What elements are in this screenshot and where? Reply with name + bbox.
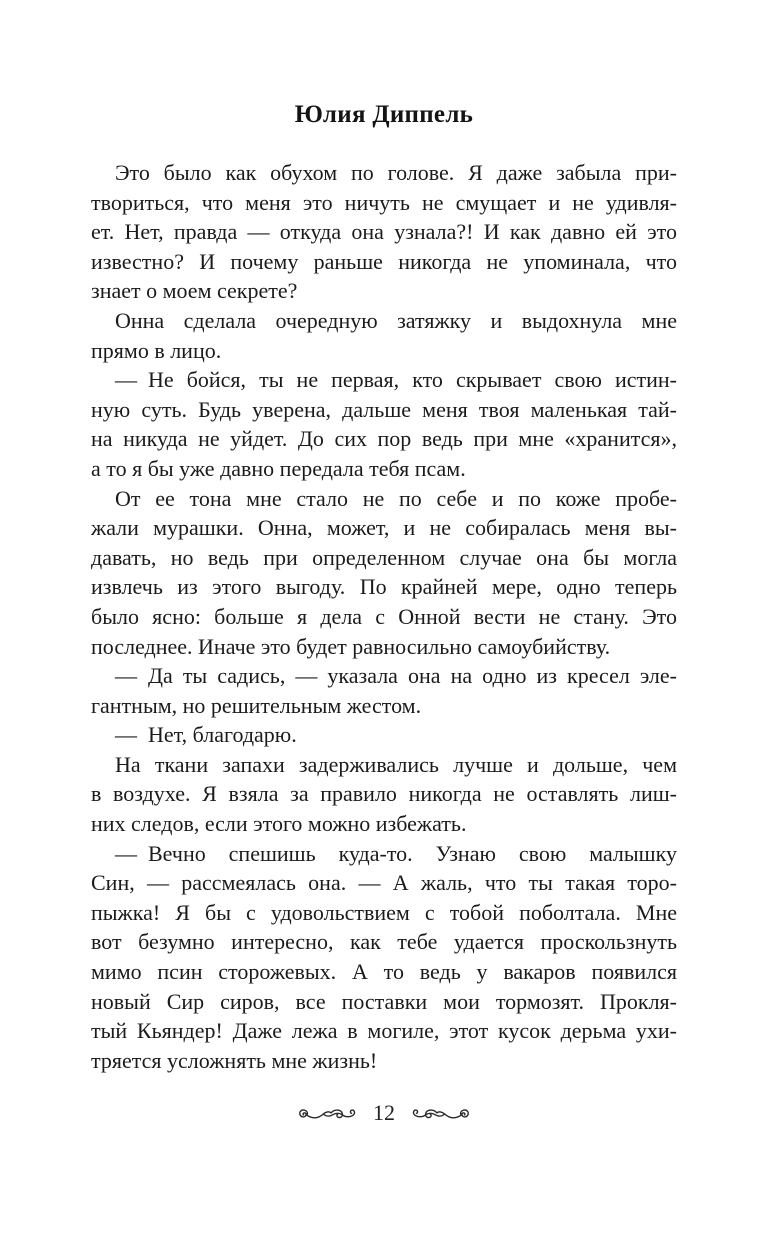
scroll-flourish-right-icon bbox=[410, 1104, 472, 1124]
scroll-flourish-left-icon bbox=[296, 1104, 358, 1124]
text-line: Это было как обухом по голове. Я даже забыла при- bbox=[115, 160, 677, 185]
text-line: твориться, что меня это ничуть не смущает и не удивля- bbox=[91, 189, 677, 215]
paragraph bbox=[91, 720, 677, 750]
paragraph bbox=[91, 750, 677, 839]
text-line: От ее тона мне стало не по себе и по коже пробе- bbox=[115, 485, 677, 511]
paragraph bbox=[91, 839, 677, 1076]
text-line: вот безумно интересно, как тебе удается проскользнуть bbox=[91, 929, 677, 955]
text-line: давать, но ведь при определенном случае она бы могла bbox=[91, 544, 677, 570]
text-line: последнее. Иначе это будет равносильно самоубийству. bbox=[91, 633, 611, 659]
text-line: тряется усложнять мне жизнь! bbox=[91, 1047, 378, 1073]
text-line: новый Сир сиров, все поставки мои тормозят. Прокля- bbox=[91, 988, 677, 1014]
paragraph bbox=[91, 306, 677, 365]
text-line: Син, — рассмеялась она. — А жаль, что ты такая торо- bbox=[91, 870, 677, 896]
page-number: 12 bbox=[373, 1100, 395, 1125]
text-line: — Вечно спешишь куда-то. Узнаю свою малышку bbox=[115, 840, 677, 866]
text-line: Онна сделала очередную затяжку и выдохнула мне bbox=[115, 307, 677, 333]
paragraph bbox=[91, 661, 677, 720]
text-line: в воздухе. Я взяла за правило никогда не оставлять лиш- bbox=[91, 781, 677, 807]
text-line: на никуда не уйдет. До сих пор ведь при мне «хранится», bbox=[91, 426, 677, 452]
text-line: пыжка! Я бы с удовольствием с тобой поболтала. Мне bbox=[91, 899, 677, 925]
body-text bbox=[91, 158, 677, 1075]
paragraph bbox=[91, 484, 677, 662]
text-line: известно? И почему раньше никогда не упоминала, что bbox=[91, 248, 677, 274]
paragraph bbox=[91, 365, 677, 483]
text-line: а то я бы уже давно передала тебя псам. bbox=[91, 455, 466, 481]
text-line: гантным, но решительным жестом. bbox=[91, 692, 422, 718]
paragraph bbox=[91, 158, 677, 306]
text-line: — Да ты садись, — указала она на одно из кресел эле- bbox=[115, 663, 677, 689]
text-line: извлечь из этого выгоду. По крайней мере, одно теперь bbox=[91, 574, 677, 600]
text-line: ет. Нет, правда — откуда она узнала?! И как давно ей это bbox=[91, 219, 677, 245]
text-line: них следов, если этого можно избежать. bbox=[91, 811, 467, 837]
text-line: прямо в лицо. bbox=[91, 337, 222, 363]
text-line: — Нет, благодарю. bbox=[115, 722, 297, 748]
text-line: жали мурашки. Онна, может, и не собиралась меня вы- bbox=[91, 515, 677, 541]
text-line: тый Кьяндер! Даже лежа в могиле, этот кусок дерьма ухи- bbox=[91, 1018, 677, 1044]
page-footer bbox=[0, 1096, 768, 1132]
text-line: — Не бойся, ты не первая, кто скрывает свою истин- bbox=[115, 367, 677, 393]
text-line: было ясно: больше я дела с Онной вести не стану. Это bbox=[91, 603, 677, 629]
text-line: ную суть. Будь уверена, дальше меня твоя маленькая тай- bbox=[91, 396, 677, 422]
text-line: знает о моем секрете? bbox=[91, 278, 298, 304]
text-line: мимо псин сторожевых. А то ведь у вакаров появился bbox=[91, 959, 677, 985]
running-head-author: Юлия Диппель bbox=[294, 101, 474, 128]
text-line: На ткани запахи задерживались лучше и дольше, чем bbox=[115, 751, 677, 777]
